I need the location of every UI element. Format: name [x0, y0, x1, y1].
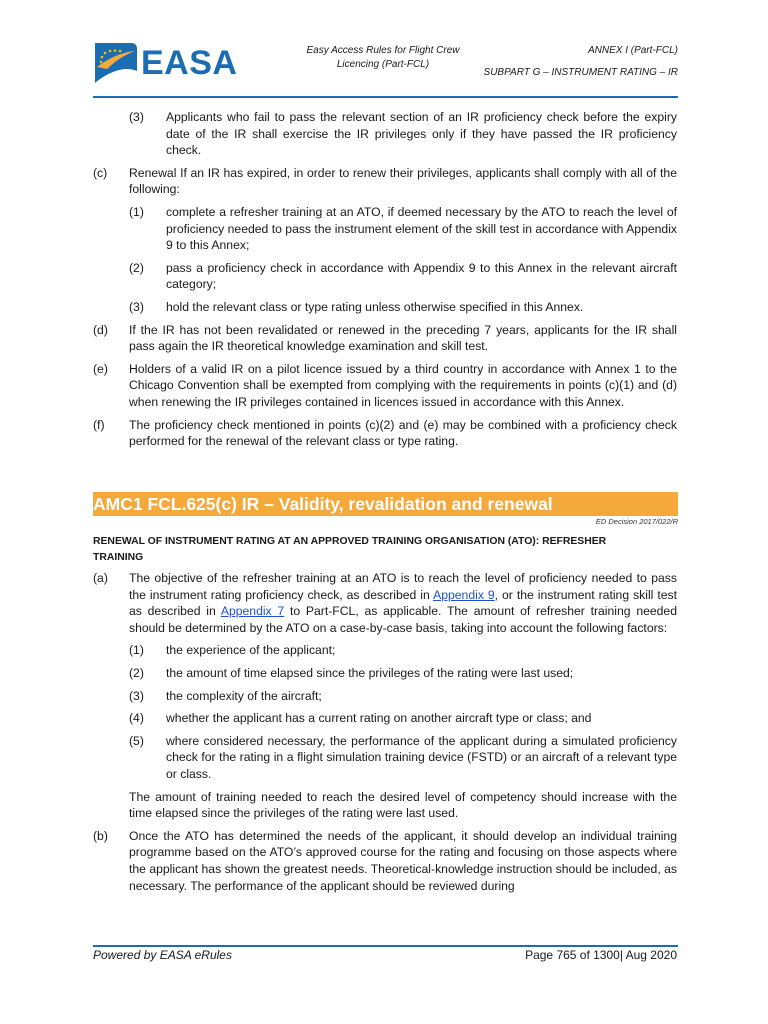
list-item — [93, 165, 677, 198]
item-number: (3) — [129, 110, 144, 124]
footer-page-info: Page 765 of 1300| Aug 2020 — [525, 948, 677, 962]
list-item — [93, 828, 677, 894]
item-number: (3) — [129, 299, 144, 314]
item-number: (1) — [129, 643, 144, 658]
item-number: (2) — [129, 260, 144, 275]
item-text — [129, 570, 677, 636]
text-run: to Part-FCL, as applicable. The amount of refresher training needed should be determined by the ATO on a case-by-case basis, taking into account the following factors: — [129, 604, 677, 635]
item-number: (e) — [93, 361, 108, 376]
text-run: , or the instrument rating skill test as described in — [129, 587, 677, 619]
easa-logo — [93, 43, 238, 83]
document-title-line1: Easy Access Rules for Flight Crew — [306, 45, 460, 56]
item-text: pass a proficiency check in accordance with Appendix 9 to this Annex in the relevant aircraft category; — [166, 260, 677, 292]
amc-heading-bar — [93, 492, 678, 516]
document-title — [283, 44, 483, 72]
item-number: (2) — [129, 665, 144, 680]
page-header — [93, 40, 678, 98]
item-text: The proficiency check mentioned in points (c)(2) and (e) may be combined with a proficiency check performed for the renewal of the relevant class or type rating. — [129, 417, 677, 449]
item-text: where considered necessary, the performance of the applicant during a simulated proficiency check for the rating in a flight simulation training device (FSTD) or an aircraft of a relevant type or class. — [166, 733, 677, 781]
item-number: (a) — [93, 571, 108, 585]
amc-heading: AMC1 FCL.625(c) IR – Validity, revalidation and renewal — [93, 494, 553, 514]
item-text: complete a refresher training at an ATO, if deemed necessary by the ATO to reach the level of proficiency needed to pass the instrument element of the skill test in accordance with Appendix 9 to this Annex; — [166, 204, 677, 253]
item-number: (c) — [93, 165, 108, 180]
text-run: The objective of the refresher training at an ATO is to reach the level of proficiency needed to pass the instrument rating proficiency check, as described in — [129, 571, 677, 602]
list-item — [93, 322, 677, 355]
list-item — [93, 688, 677, 705]
list-item — [93, 570, 677, 636]
list-item — [93, 417, 677, 450]
item-number: (f) — [93, 417, 105, 432]
list-item — [93, 665, 677, 682]
item-text: If the IR has not been revalidated or renewed in the preceding 7 years, applicants for the IR shall pass again the IR theoretical knowledge examination and skill test. — [129, 322, 677, 354]
item-text: the amount of time elapsed since the privileges of the rating were last used; — [166, 665, 574, 680]
item-number: (1) — [129, 204, 144, 219]
logo-wordmark: EASA — [141, 44, 238, 82]
footer-powered-by: Powered by EASA eRules — [93, 948, 232, 962]
item-text: Once the ATO has determined the needs of the applicant, it should develop an individual training programme based on the ATO’s approved course for the rating and focusing on those aspects where the applicant has shown the greatest needs. Theoretical-knowledge instruction should be included, as necessary. The performance of the applicant should be reviewed during — [129, 828, 677, 893]
list-item — [93, 260, 677, 293]
item-number: (5) — [129, 733, 144, 748]
item-text: Renewal If an IR has expired, in order to renew their privileges, applicants shall comply with all of the following: — [129, 165, 677, 197]
amc-text — [93, 570, 677, 900]
list-item — [93, 204, 677, 254]
footer-divider — [93, 945, 678, 947]
amc-subheading: RENEWAL OF INSTRUMENT RATING AT AN APPROVED TRAINING ORGANISATION (ATO): REFRESHER TRAINING — [93, 536, 607, 563]
appendix-7-link[interactable]: Appendix 7 — [220, 604, 285, 619]
list-item — [93, 710, 677, 727]
item-number: (b) — [93, 828, 108, 843]
item-number: (3) — [129, 688, 144, 703]
list-item — [93, 642, 677, 659]
item-text: the experience of the applicant; — [166, 643, 336, 658]
item-number: (4) — [129, 711, 144, 726]
list-item — [93, 733, 677, 783]
item-text: Holders of a valid IR on a pilot licence issued by a third country in accordance with Annex 1 to the Chicago Convention shall be exempted from complying with the requirements in points (c)(1) and (d) when renewing the IR privileges contained in licences issued in accordance with this Annex. — [129, 361, 677, 409]
section-reference — [458, 44, 678, 80]
appendix-9-link[interactable]: Appendix 9 — [433, 587, 495, 602]
list-item — [93, 299, 677, 316]
header-divider — [93, 96, 678, 98]
paragraph: The amount of training needed to reach the desired level of competency should increase with the time elapsed since the privileges of the rating were last used. — [129, 789, 677, 821]
list-item — [93, 361, 677, 411]
item-text: Applicants who fail to pass the relevant section of an IR proficiency check before the expiry date of the IR shall exercise the IR privileges only if they have passed the IR proficiency check. — [166, 110, 677, 158]
item-text: whether the applicant has a current rating on another aircraft type or class; and — [166, 711, 592, 726]
item-text: hold the relevant class or type rating unless otherwise specified in this Annex. — [166, 299, 584, 314]
annex-label: ANNEX I (Part-FCL) — [587, 45, 678, 56]
subpart-label: SUBPART G – INSTRUMENT RATING – IR — [483, 67, 678, 78]
list-item — [93, 109, 677, 159]
item-text: the complexity of the aircraft; — [166, 688, 322, 703]
ed-decision-label: ED Decision 2017/022/R — [595, 517, 678, 526]
item-number: (d) — [93, 322, 108, 337]
regulation-text — [93, 109, 677, 456]
document-title-line2: Licencing (Part-FCL) — [336, 59, 430, 70]
easa-logo-icon — [93, 43, 137, 83]
